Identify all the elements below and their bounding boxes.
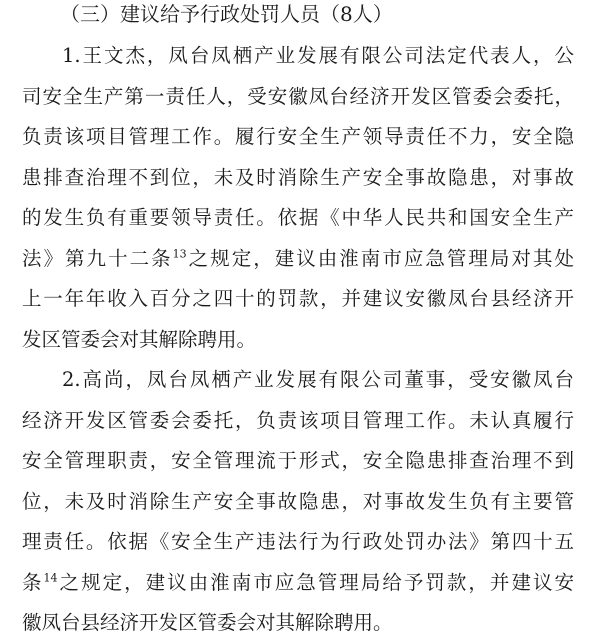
- item-1-line-2: 司安全生产第一责任人，受安徽凤台经济开发区管委会委托，: [22, 84, 574, 108]
- footnote-ref-14: 14: [43, 571, 58, 584]
- item-1-line-8: 发区管委会对其解除聘用。: [22, 327, 257, 351]
- item-2-line-7: 徽凤台县经济开发区管委会对其解除聘用。: [22, 611, 393, 634]
- item-1-line-6: [22, 239, 574, 280]
- item-2-line-6-start: 条: [22, 570, 44, 594]
- item-2-line-4: 位，未及时消除生产安全事故隐患，对事故发生负有主要管: [22, 489, 574, 513]
- item-2-line-3: 安全管理职责，安全管理流于形式，安全隐患排查治理不到: [22, 449, 574, 472]
- item-1-line-6-end: 之规定，建议由淮南市应急管理局对其处: [186, 246, 574, 270]
- item-2-line-2: 经济开发区管委会委托，负责该项目管理工作。未认真履行: [22, 408, 574, 432]
- item-2-line-6: [22, 563, 574, 604]
- item-1-line-1: 1.王文杰，凤台凤栖产业发展有限公司法定代表人，公: [62, 44, 574, 67]
- item-1-line-4: 患排查治理不到位，未及时消除生产安全事故隐患，对事故: [22, 165, 574, 189]
- item-2-line-1: 2.高尚，凤台凤栖产业发展有限公司董事，受安徽凤台: [62, 368, 574, 391]
- item-1-line-3: 负责该项目管理工作。履行安全生产领导责任不力，安全隐: [22, 125, 574, 148]
- paragraph-item-2: [22, 360, 574, 644]
- item-1-line-6-start: 法》第九十二条: [22, 246, 173, 270]
- footnote-ref-13: 13: [172, 247, 187, 260]
- section-heading: （三）建议给予行政处罚人员（8人）: [60, 2, 393, 26]
- item-2-line-5: 理责任。依据《安全生产违法行为行政处罚办法》第四十五: [22, 530, 574, 553]
- item-2-line-6-end: 之规定，建议由淮南市应急管理局给予罚款，并建议安: [57, 570, 574, 594]
- paragraph-item-1: [22, 36, 574, 360]
- item-1-line-7: 上一年年收入百分之四十的罚款，并建议安徽凤台县经济开: [22, 287, 574, 310]
- item-1-line-5: 的发生负有重要领导责任。依据《中华人民共和国安全生产: [22, 206, 574, 229]
